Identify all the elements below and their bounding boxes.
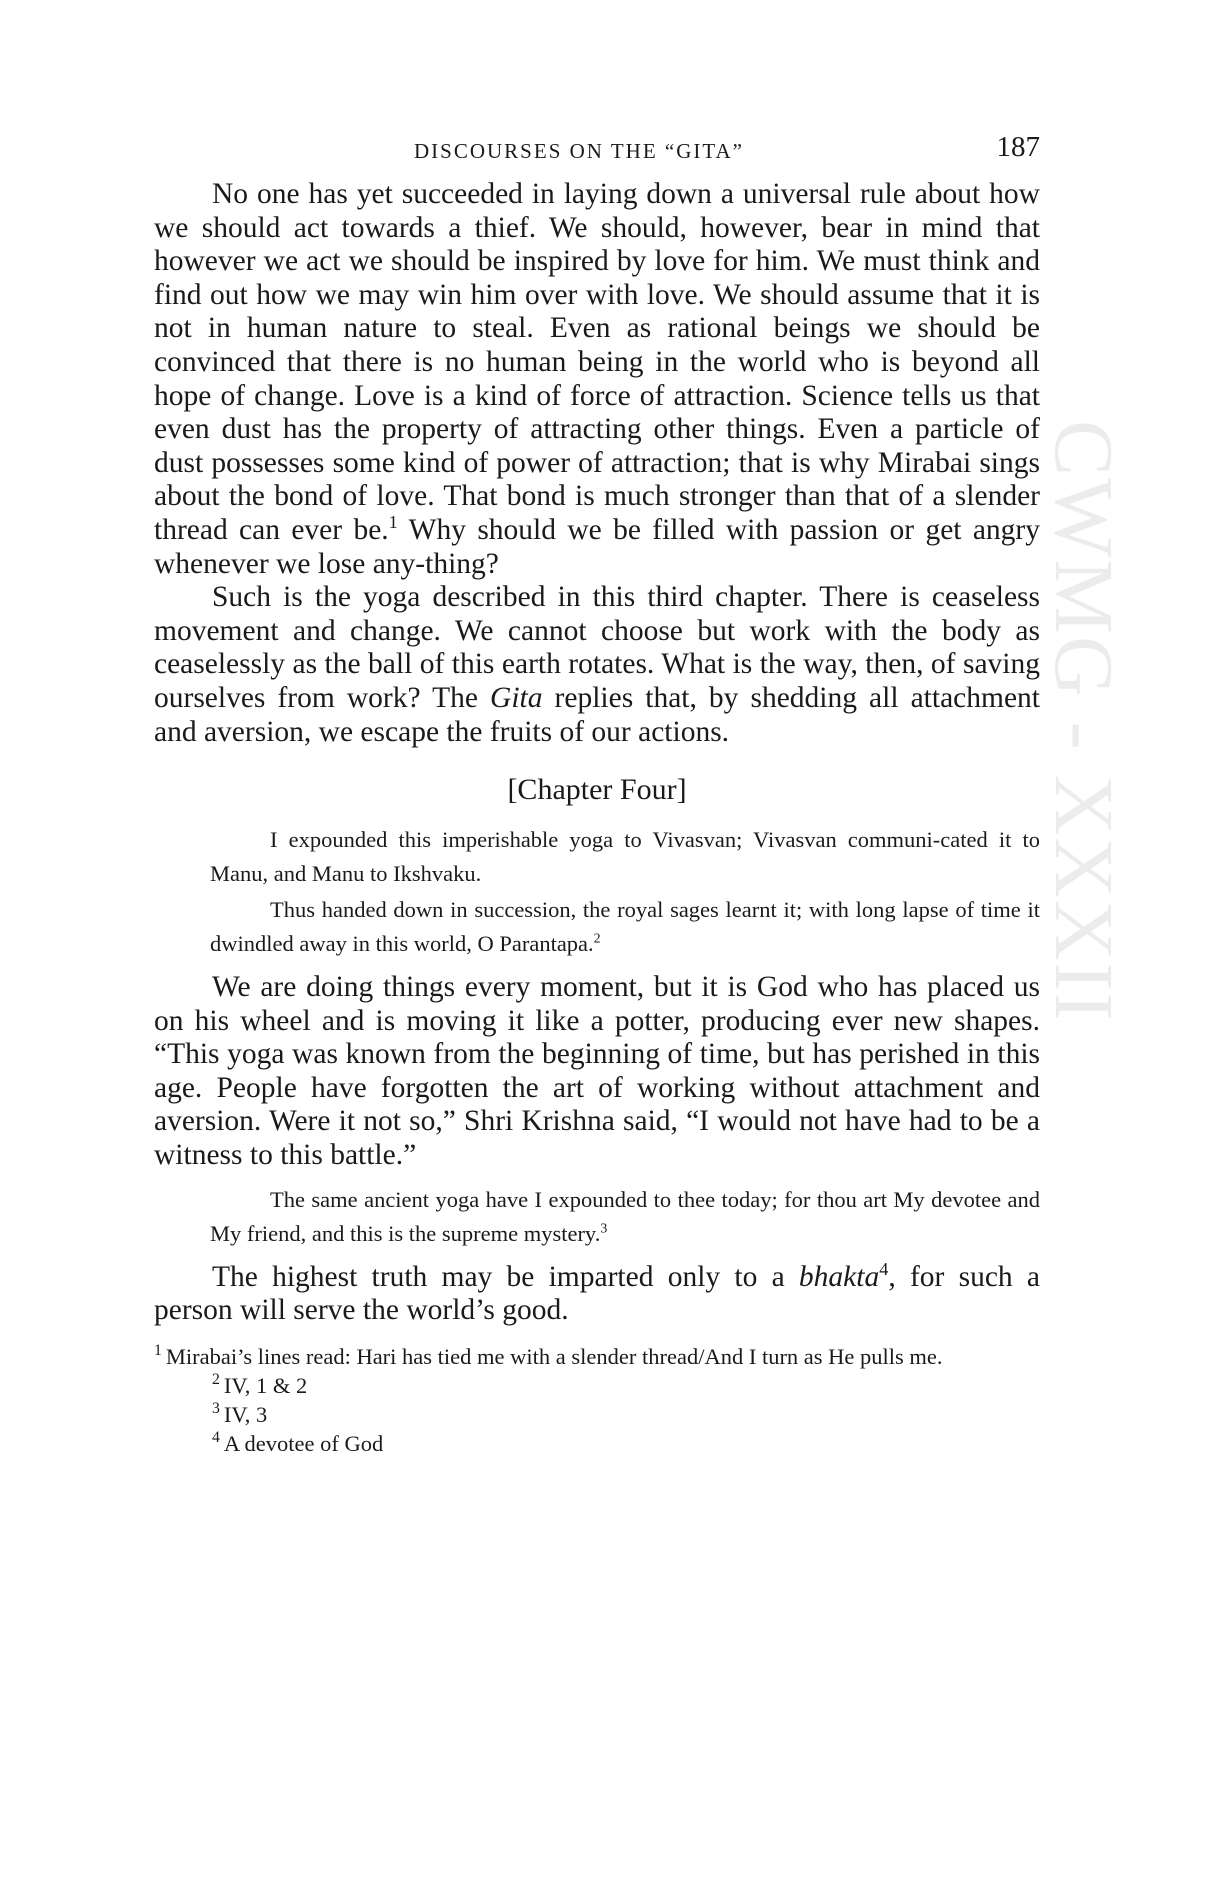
- chapter-heading: [Chapter Four]: [507, 773, 687, 807]
- footnote-ref-3: 3: [600, 1221, 608, 1237]
- paragraph-2: [154, 581, 1040, 749]
- paragraph-3: We are doing things every moment, but it is God who has placed us on his wheel and is moving it like a potter, producing ever new shapes. “This yoga was known from the beginning of time, but has perished in this age. People have forgotten the art of working without attachment and aversion. Were it not so,” Shri Krishna said, “I would not have had to be a witness to this battle.”: [154, 971, 1040, 1172]
- bhakta-italic: bhakta: [798, 1260, 880, 1293]
- verse-1a: I expounded this imperishable yoga to Vivasvan; Vivasvan communi-cated it to Manu, and Manu to Ikshvaku.: [210, 827, 1040, 887]
- footnote-1-text: Mirabai’s lines read: Hari has tied me with a slender thread/And I turn as He pulls me.: [165, 1343, 943, 1369]
- verse-block-1: [154, 823, 1040, 961]
- footnote-4-text: A devotee of God: [223, 1430, 384, 1456]
- verse-1b-text: Thus handed down in succession, the royal sages learnt it; with long lapse of time it dwindled away in this world, O Parantapa.: [210, 897, 1040, 957]
- paragraph-4-end: , for such a person will serve the world’s good.: [154, 1260, 1040, 1327]
- footnote-2-number: 2: [212, 1371, 220, 1389]
- footnote-4: [154, 1429, 1040, 1458]
- footnote-1-number: 1: [154, 1342, 162, 1360]
- paragraph-2-start: Such is the yoga described in this third chapter. There is ceaseless movement and change. We cannot choose but work with the body as ceaselessly as the ball of this earth rotates. What is the way, then, of saving ourselves from work? The: [154, 581, 1040, 714]
- paragraph-4-start: The highest truth may be imparted only to a: [212, 1260, 799, 1293]
- footnote-1: [154, 1342, 1040, 1371]
- running-head: [154, 131, 1040, 171]
- footnotes: [154, 1342, 1040, 1458]
- paragraph-1-text: No one has yet succeeded in laying down a universal rule about how we should act towards a thief. We should, however, bear in mind that however we act we should be inspired by love for him. We must think and find out how we may win him over with love. We should assume that it is not in human nature to steal. Even as rational beings we should be convinced that there is no human being in the world who is beyond all hope of change. Love is a kind of force of attraction. Science tells us that even dust has the property of attracting other things. Even a particle of dust possesses some kind of power of attraction; that is why Mirabai sings about the bond of love. That bond is much stronger than that of a slender thread can ever be.: [154, 178, 1040, 546]
- verse-2: [210, 1183, 1040, 1251]
- running-title: DISCOURSES ON THE “GITA”: [414, 139, 745, 163]
- paragraph-1: [154, 178, 1040, 581]
- footnote-2-text: IV, 1 & 2: [223, 1372, 308, 1398]
- footnote-4-number: 4: [212, 1429, 220, 1447]
- gita-italic: Gita: [490, 681, 543, 714]
- footnote-ref-4: 4: [879, 1258, 889, 1279]
- body-text: [154, 178, 1040, 1458]
- footnote-3-number: 3: [212, 1400, 220, 1418]
- watermark: CWMG - XXXII: [1037, 420, 1130, 1023]
- footnote-3: [154, 1400, 1040, 1429]
- paragraph-4: [154, 1258, 1040, 1328]
- verse-block-2: [154, 1183, 1040, 1251]
- paragraph-1-end: Why should we be filled with passion or get angry whenever we lose any-thing?: [154, 513, 1040, 580]
- footnote-3-text: IV, 3: [223, 1401, 268, 1427]
- verse-1b: [210, 893, 1040, 961]
- paragraph-2-end: replies that, by shedding all attachment and aversion, we escape the fruits of our actions.: [154, 681, 1040, 748]
- page-number: 187: [996, 131, 1040, 163]
- verse-2-text: The same ancient yoga have I expounded to thee today; for thou art My devotee and My friend, and this is the supreme mystery.: [210, 1186, 1040, 1246]
- footnote-ref-2: 2: [593, 931, 601, 947]
- footnote-2: [154, 1371, 1040, 1400]
- footnote-ref-1: 1: [388, 512, 398, 533]
